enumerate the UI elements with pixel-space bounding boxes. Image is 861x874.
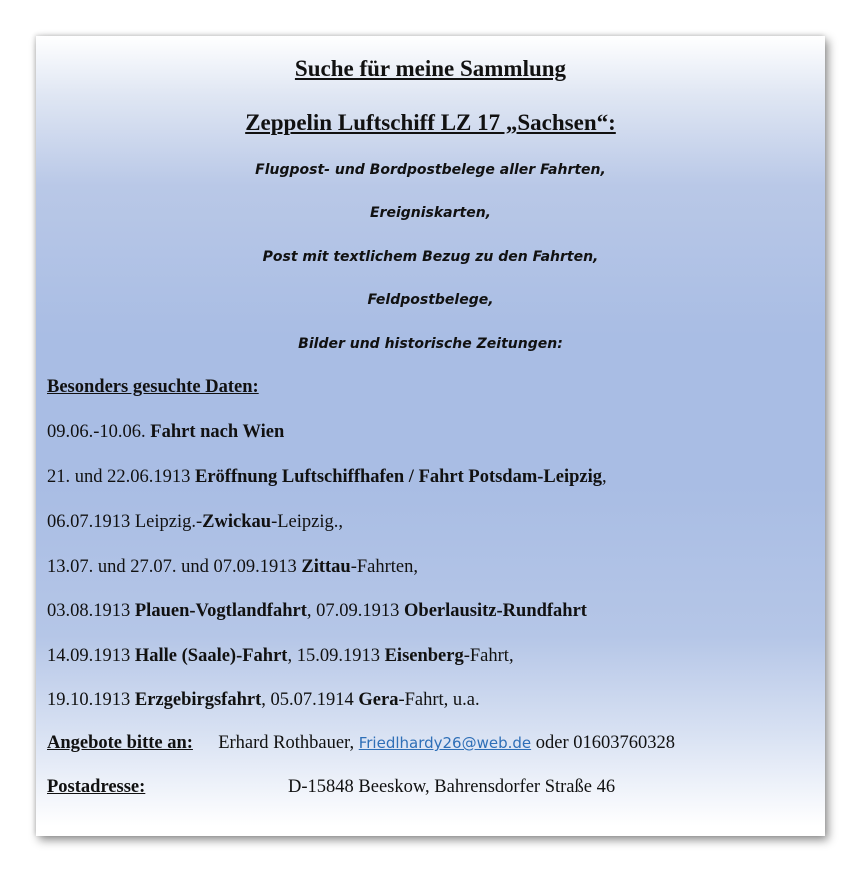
date-line-2 — [47, 467, 607, 488]
date-line-7 — [47, 690, 480, 711]
contact-name: Erhard Rothbauer, — [218, 733, 355, 753]
date-text: 14.09.1913 — [47, 646, 135, 666]
date-event-bold: Eröffnung Luftschiffhafen / Fahrt Potsdam-Leipzig — [195, 467, 602, 487]
date-line-5 — [47, 601, 587, 622]
date-event-bold: Zwickau — [202, 512, 272, 532]
date-event-bold: Eisenberg — [384, 646, 464, 666]
date-event-bold: Plauen-Vogtlandfahrt — [134, 601, 307, 621]
date-text: , — [602, 467, 607, 487]
title-line-1: Suche für meine Sammlung — [294, 56, 567, 81]
document-page — [36, 36, 825, 836]
date-line-3 — [47, 512, 343, 533]
date-text: 13.07. und 27.07. und 07.09.1913 — [47, 557, 302, 577]
dates-heading: Besonders gesuchte Daten: — [47, 377, 259, 397]
title-line-2: Zeppelin Luftschiff LZ 17 „Sachsen“: — [245, 110, 616, 135]
date-text: , 05.07.1914 — [261, 690, 359, 710]
address-value: D-15848 Beeskow, Bahrensdorfer Straße 46 — [288, 777, 616, 797]
address-label: Postadresse: — [47, 777, 146, 797]
date-line-4 — [47, 557, 418, 578]
date-text: 03.08.1913 — [47, 601, 135, 621]
date-event-bold: Erzgebirgsfahrt — [134, 690, 262, 710]
item-line-3: Post mit textlichem Bezug zu den Fahrten, — [262, 249, 599, 265]
contact-label: Angebote bitte an: — [47, 733, 193, 753]
date-text: -Fahrten, — [350, 557, 419, 577]
date-text: 06.07.1913 Leipzig.- — [47, 512, 203, 532]
date-event-bold: Halle (Saale)-Fahrt — [134, 646, 288, 666]
contact-line — [47, 733, 675, 754]
date-event-bold: Zittau — [301, 557, 351, 577]
date-text: -Fahrt, — [463, 646, 514, 666]
date-event-bold: Oberlausitz-Rundfahrt — [404, 601, 587, 621]
date-line-1 — [47, 422, 284, 443]
date-text: -Leipzig., — [271, 512, 343, 532]
item-line-2: Ereigniskarten, — [369, 205, 492, 221]
date-text: , 15.09.1913 — [287, 646, 385, 666]
date-event-bold: Fahrt nach Wien — [150, 422, 285, 442]
date-text: -Fahrt, u.a. — [398, 690, 480, 710]
contact-phone: oder 01603760328 — [535, 733, 676, 753]
address-line — [47, 777, 145, 798]
date-text: 21. und 22.06.1913 — [47, 467, 195, 487]
date-text: 19.10.1913 — [47, 690, 135, 710]
item-line-5: Bilder und historische Zeitungen: — [298, 336, 563, 352]
item-line-1: Flugpost- und Bordpostbelege aller Fahrten, — [255, 162, 606, 178]
item-line-4: Feldpostbelege, — [367, 292, 494, 308]
date-line-6 — [47, 646, 514, 667]
contact-email-link[interactable]: Friedlhardy26@web.de — [358, 734, 532, 752]
date-event-bold: Gera — [358, 690, 399, 710]
date-text: , 07.09.1913 — [306, 601, 405, 621]
date-text: 09.06.-10.06. — [47, 422, 151, 442]
